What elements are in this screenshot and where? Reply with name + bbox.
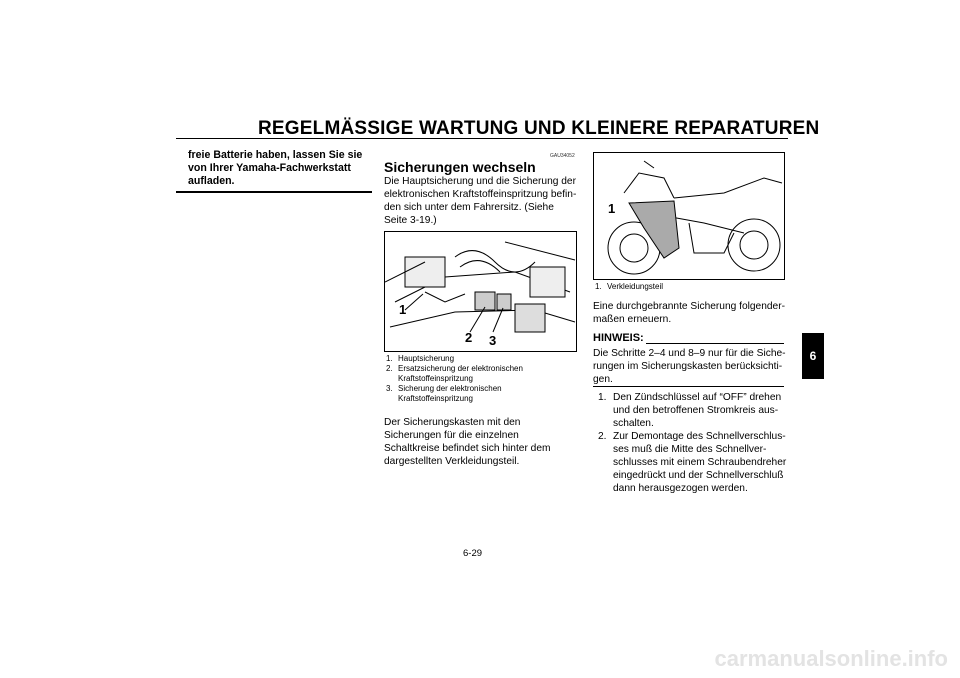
caption-text: Hauptsicherung bbox=[398, 354, 455, 363]
fig1-captions: 1. Hauptsicherung 2. Ersatzsicherung der elektronischen Kraftstoffeinspritzung 3. Sicherung der elektronischen Kraftstoffeinspritzung bbox=[386, 354, 576, 404]
paragraph-fusebox: Der Sicherungskasten mit den Sicherungen für die einzelnen Schaltkreise befindet sich hinter dem dargestellten Verkleidungsteil. bbox=[384, 417, 551, 467]
battery-note: freie Batterie haben, lassen Sie sie von Ihrer Yamaha-Fachwerkstatt aufladen. bbox=[188, 149, 363, 187]
fuse-figure bbox=[384, 231, 577, 352]
motorcycle-illustration bbox=[594, 153, 784, 279]
note-heading: HINWEIS: bbox=[593, 332, 644, 344]
step-item: 2. Zur Demontage des Schnellverschlus-ses muß die Mitte des Schnellver-schlusses mit einem Schraubendreher eingedrückt und der Schnellverschluß dann herausgezogen werden. bbox=[598, 431, 787, 494]
fig1-label-3: 3 bbox=[489, 333, 497, 348]
fig1-label-2: 2 bbox=[465, 330, 473, 345]
note-text: Die Schritte 2–4 und 8–9 nur für die Siche-rungen im Sicherungskasten berücksichti-gen. bbox=[593, 348, 786, 385]
section-heading: Sicherungen wechseln bbox=[384, 159, 536, 175]
caption-text: Ersatzsicherung der elektronischen Kraftstoffeinspritzung bbox=[398, 364, 523, 383]
page-header: REGELMÄSSIGE WARTUNG UND KLEINERE REPARATUREN bbox=[258, 118, 820, 139]
section-intro: Die Hauptsicherung und die Sicherung der elektronischen Kraftstoffeinspritzung befin-den sich unter dem Fahrersitz. (Siehe Seite 3-19.) bbox=[384, 176, 577, 226]
steps-list bbox=[598, 391, 788, 495]
caption-text: Sicherung der elektronischen Kraftstoffeinspritzung bbox=[398, 384, 502, 403]
paragraph-replace: Eine durchgebrannte Sicherung folgender-maßen erneuern. bbox=[593, 301, 785, 325]
fuse-illustration bbox=[385, 232, 576, 351]
column-divider bbox=[176, 191, 372, 193]
motorcycle-figure bbox=[593, 152, 785, 280]
page-number: 6-29 bbox=[463, 548, 483, 559]
chapter-tab: 6 bbox=[802, 333, 824, 379]
step-text: Zur Demontage des Schnellverschlus-ses muß die Mitte des Schnellver-schlusses mit einem Schraubendreher eingedrückt und der Schnellverschluß dann herausgezogen werden. bbox=[613, 431, 787, 494]
header-rule bbox=[176, 138, 788, 139]
fig1-label-1: 1 bbox=[399, 302, 407, 317]
note-rule bbox=[646, 343, 784, 344]
fig2-label-1: 1 bbox=[608, 201, 616, 216]
section-code: GAU34052 bbox=[550, 153, 575, 159]
caption-text: Verkleidungsteil bbox=[607, 282, 664, 291]
step-item: 1. Den Zündschlüssel auf “OFF” drehen und den betroffenen Stromkreis aus-schalten. bbox=[598, 391, 788, 430]
fig2-captions: 1. Verkleidungsteil bbox=[595, 282, 664, 291]
watermark: carmanualsonline.info bbox=[714, 646, 948, 671]
note-end-rule bbox=[593, 386, 784, 387]
step-text: Den Zündschlüssel auf “OFF” drehen und den betroffenen Stromkreis aus-schalten. bbox=[613, 392, 782, 429]
